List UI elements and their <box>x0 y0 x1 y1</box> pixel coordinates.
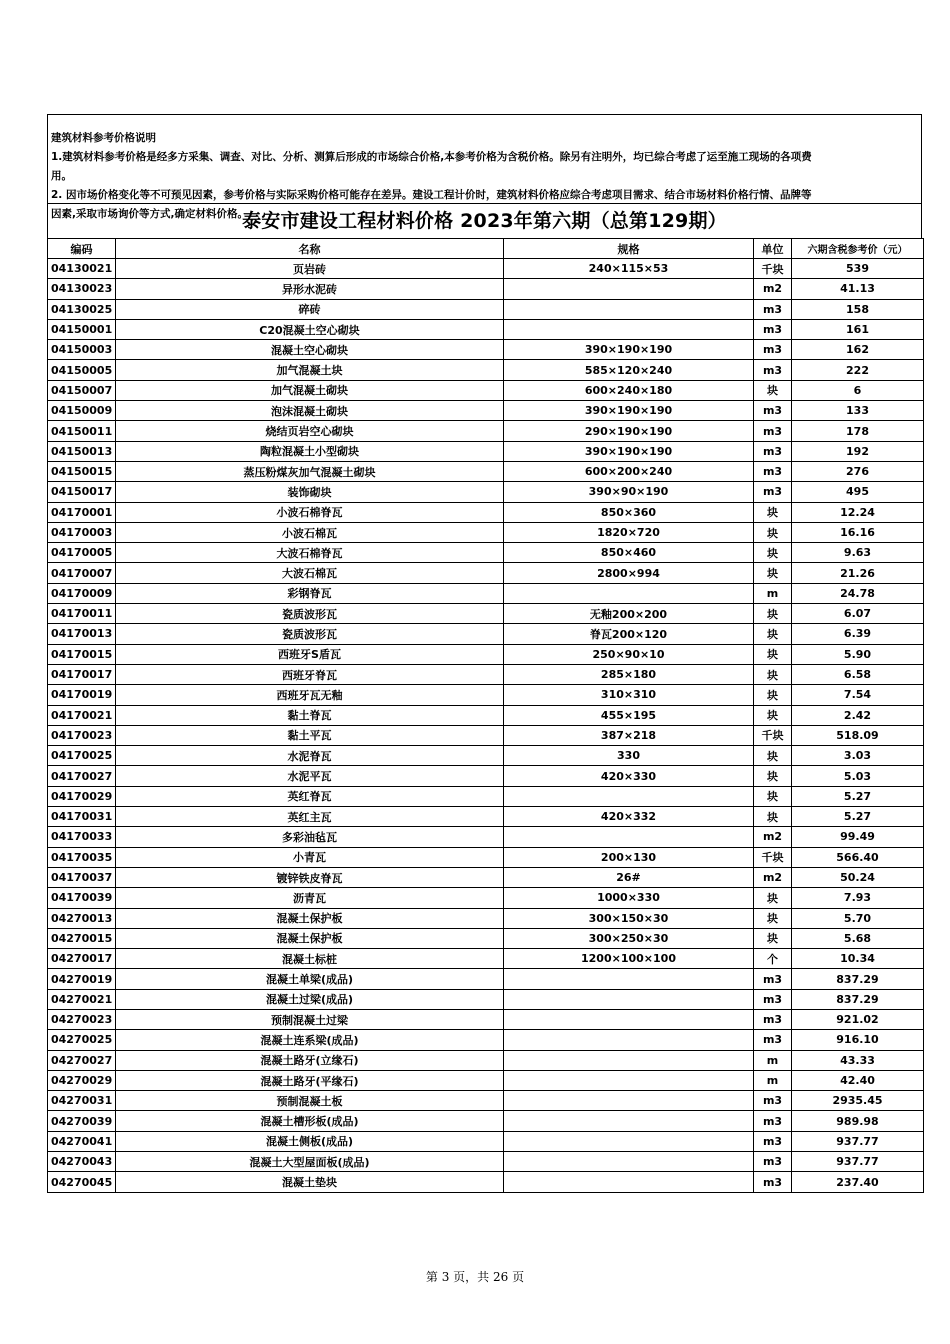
cell-unit: 块 <box>754 380 792 400</box>
cell-code: 04270017 <box>48 949 116 969</box>
cell-unit: 块 <box>754 766 792 786</box>
cell-code: 04270043 <box>48 1152 116 1172</box>
cell-price: 5.03 <box>792 766 924 786</box>
cell-unit: 块 <box>754 563 792 583</box>
cell-price: 42.40 <box>792 1070 924 1090</box>
table-row <box>48 319 924 339</box>
cell-spec: 600×240×180 <box>504 380 754 400</box>
cell-spec: 1200×100×100 <box>504 949 754 969</box>
table-row <box>48 583 924 603</box>
table-row <box>48 299 924 319</box>
table-row <box>48 380 924 400</box>
cell-name: 混凝土垫块 <box>116 1172 504 1192</box>
cell-unit: m3 <box>754 299 792 319</box>
cell-price: 921.02 <box>792 1009 924 1029</box>
cell-spec: 387×218 <box>504 725 754 745</box>
table-row <box>48 1152 924 1172</box>
cell-price: 837.29 <box>792 989 924 1009</box>
cell-code: 04270021 <box>48 989 116 1009</box>
cell-code: 04170019 <box>48 685 116 705</box>
cell-code: 04270029 <box>48 1070 116 1090</box>
table-row <box>48 685 924 705</box>
cell-unit: m <box>754 1070 792 1090</box>
cell-name: 装饰砌块 <box>116 482 504 502</box>
table-row <box>48 867 924 887</box>
cell-name: 水泥脊瓦 <box>116 746 504 766</box>
cell-spec: 390×190×190 <box>504 401 754 421</box>
cell-price: 21.26 <box>792 563 924 583</box>
cell-unit: 块 <box>754 624 792 644</box>
cell-name: 烧结页岩空心砌块 <box>116 421 504 441</box>
cell-name: 混凝土路牙(平缘石) <box>116 1070 504 1090</box>
table-row <box>48 928 924 948</box>
cell-name: 加气混凝土砌块 <box>116 380 504 400</box>
cell-unit: 块 <box>754 746 792 766</box>
table-row <box>48 969 924 989</box>
cell-code: 04130023 <box>48 279 116 299</box>
table-row <box>48 766 924 786</box>
cell-unit: m <box>754 1050 792 1070</box>
table-row <box>48 604 924 624</box>
cell-unit: 块 <box>754 908 792 928</box>
cell-name: 小波石棉瓦 <box>116 522 504 542</box>
table-row <box>48 543 924 563</box>
cell-spec <box>504 786 754 806</box>
cell-name: 陶粒混凝土小型砌块 <box>116 441 504 461</box>
cell-price: 2935.45 <box>792 1091 924 1111</box>
cell-unit: 个 <box>754 949 792 969</box>
cell-price: 16.16 <box>792 522 924 542</box>
cell-unit: m3 <box>754 441 792 461</box>
cell-code: 04270015 <box>48 928 116 948</box>
cell-spec <box>504 1050 754 1070</box>
cell-name: 大波石棉瓦 <box>116 563 504 583</box>
cell-name: 混凝土大型屋面板(成品) <box>116 1152 504 1172</box>
cell-price: 5.70 <box>792 908 924 928</box>
cell-unit: 块 <box>754 604 792 624</box>
cell-name: 多彩油毡瓦 <box>116 827 504 847</box>
cell-name: 碎砖 <box>116 299 504 319</box>
cell-code: 04170033 <box>48 827 116 847</box>
cell-spec: 455×195 <box>504 705 754 725</box>
cell-unit: m3 <box>754 401 792 421</box>
cell-code: 04170025 <box>48 746 116 766</box>
header-name: 名称 <box>116 239 504 259</box>
cell-price: 5.90 <box>792 644 924 664</box>
cell-name: 沥青瓦 <box>116 888 504 908</box>
cell-name: 瓷质波形瓦 <box>116 604 504 624</box>
cell-code: 04270019 <box>48 969 116 989</box>
cell-unit: m3 <box>754 969 792 989</box>
table-row <box>48 644 924 664</box>
table-row <box>48 807 924 827</box>
cell-code: 04170027 <box>48 766 116 786</box>
cell-code: 04170031 <box>48 807 116 827</box>
cell-unit: m3 <box>754 1172 792 1192</box>
cell-spec: 850×360 <box>504 502 754 522</box>
cell-name: 大波石棉脊瓦 <box>116 543 504 563</box>
cell-name: 混凝土过梁(成品) <box>116 989 504 1009</box>
cell-code: 04270039 <box>48 1111 116 1131</box>
cell-code: 04150001 <box>48 319 116 339</box>
table-row <box>48 624 924 644</box>
cell-unit: 块 <box>754 543 792 563</box>
cell-unit: 块 <box>754 807 792 827</box>
table-row <box>48 746 924 766</box>
cell-price: 162 <box>792 340 924 360</box>
cell-name: 黏土脊瓦 <box>116 705 504 725</box>
cell-name: 小波石棉脊瓦 <box>116 502 504 522</box>
cell-spec: 1820×720 <box>504 522 754 542</box>
cell-unit: m3 <box>754 360 792 380</box>
cell-unit: 块 <box>754 502 792 522</box>
cell-price: 50.24 <box>792 867 924 887</box>
cell-price: 5.27 <box>792 807 924 827</box>
cell-code: 04130021 <box>48 259 116 279</box>
cell-name: 水泥平瓦 <box>116 766 504 786</box>
cell-code: 04170007 <box>48 563 116 583</box>
cell-code: 04170035 <box>48 847 116 867</box>
cell-unit: m3 <box>754 319 792 339</box>
cell-code: 04270025 <box>48 1030 116 1050</box>
table-row <box>48 989 924 1009</box>
cell-spec <box>504 969 754 989</box>
cell-code: 04150009 <box>48 401 116 421</box>
cell-name: 混凝土保护板 <box>116 928 504 948</box>
cell-code: 04270031 <box>48 1091 116 1111</box>
cell-spec: 850×460 <box>504 543 754 563</box>
cell-spec: 390×190×190 <box>504 340 754 360</box>
cell-price: 566.40 <box>792 847 924 867</box>
cell-unit: 千块 <box>754 725 792 745</box>
cell-code: 04270041 <box>48 1131 116 1151</box>
table-row <box>48 1030 924 1050</box>
cell-name: 混凝土标桩 <box>116 949 504 969</box>
cell-code: 04170017 <box>48 664 116 684</box>
cell-code: 04170015 <box>48 644 116 664</box>
cell-spec: 600×200×240 <box>504 461 754 481</box>
table-row <box>48 888 924 908</box>
cell-unit: m3 <box>754 1152 792 1172</box>
cell-code: 04170005 <box>48 543 116 563</box>
cell-name: 混凝土单梁(成品) <box>116 969 504 989</box>
cell-spec: 脊瓦200×120 <box>504 624 754 644</box>
cell-code: 04150007 <box>48 380 116 400</box>
notes-section <box>47 114 922 220</box>
cell-spec <box>504 1111 754 1131</box>
cell-price: 6 <box>792 380 924 400</box>
cell-code: 04270023 <box>48 1009 116 1029</box>
table-row <box>48 360 924 380</box>
cell-price: 937.77 <box>792 1131 924 1151</box>
cell-price: 158 <box>792 299 924 319</box>
cell-spec: 26# <box>504 867 754 887</box>
cell-price: 2.42 <box>792 705 924 725</box>
cell-price: 6.39 <box>792 624 924 644</box>
cell-unit: 块 <box>754 685 792 705</box>
cell-unit: m3 <box>754 1131 792 1151</box>
notes-line-2a: 2. 因市场价格变化等不可预见因素，参考价格与实际采购价格可能存在差异。建设工程计价时，建筑材料价格应综合考虑项目需求、结合市场材料价格行情、品牌等 <box>51 189 812 201</box>
cell-spec: 390×190×190 <box>504 441 754 461</box>
cell-code: 04170003 <box>48 522 116 542</box>
table-row <box>48 1009 924 1029</box>
cell-unit: m <box>754 583 792 603</box>
cell-unit: m3 <box>754 1091 792 1111</box>
notes-heading: 建筑材料参考价格说明 <box>51 132 156 144</box>
cell-spec: 250×90×10 <box>504 644 754 664</box>
cell-unit: m3 <box>754 482 792 502</box>
cell-code: 04150005 <box>48 360 116 380</box>
cell-code: 04150011 <box>48 421 116 441</box>
cell-name: 瓷质波形瓦 <box>116 624 504 644</box>
table-row <box>48 1131 924 1151</box>
cell-spec <box>504 1091 754 1111</box>
cell-code: 04150013 <box>48 441 116 461</box>
cell-name: 蒸压粉煤灰加气混凝土砌块 <box>116 461 504 481</box>
notes-line-1a: 1.建筑材料参考价格是经多方采集、调查、对比、分析、测算后形成的市场综合价格,本参考价格为含税价格。除另有注明外，均已综合考虑了运至施工现场的各项费 <box>51 151 812 163</box>
cell-price: 41.13 <box>792 279 924 299</box>
table-row <box>48 1111 924 1131</box>
cell-spec: 285×180 <box>504 664 754 684</box>
table-row <box>48 827 924 847</box>
table-row <box>48 664 924 684</box>
header-price: 六期含税参考价（元） <box>792 239 924 259</box>
notes-line-2b: 因素,采取市场询价等方式,确定材料价格。 <box>51 208 248 220</box>
cell-price: 24.78 <box>792 583 924 603</box>
cell-code: 04130025 <box>48 299 116 319</box>
cell-code: 04170039 <box>48 888 116 908</box>
table-row <box>48 401 924 421</box>
cell-price: 161 <box>792 319 924 339</box>
price-sheet <box>47 114 922 1193</box>
cell-name: 英红脊瓦 <box>116 786 504 806</box>
table-row <box>48 949 924 969</box>
cell-price: 192 <box>792 441 924 461</box>
cell-price: 937.77 <box>792 1152 924 1172</box>
cell-unit: m3 <box>754 1111 792 1131</box>
cell-price: 989.98 <box>792 1111 924 1131</box>
cell-name: 镀锌铁皮脊瓦 <box>116 867 504 887</box>
cell-unit: 块 <box>754 888 792 908</box>
cell-spec: 2800×994 <box>504 563 754 583</box>
cell-code: 04170009 <box>48 583 116 603</box>
price-table <box>47 238 924 1193</box>
cell-name: 混凝土路牙(立缘石) <box>116 1050 504 1070</box>
cell-price: 5.27 <box>792 786 924 806</box>
cell-code: 04170029 <box>48 786 116 806</box>
cell-name: 混凝土空心砌块 <box>116 340 504 360</box>
cell-spec <box>504 1172 754 1192</box>
cell-spec: 420×330 <box>504 766 754 786</box>
cell-price: 237.40 <box>792 1172 924 1192</box>
cell-unit: 千块 <box>754 259 792 279</box>
cell-spec: 200×130 <box>504 847 754 867</box>
cell-name: 预制混凝土过梁 <box>116 1009 504 1029</box>
cell-price: 12.24 <box>792 502 924 522</box>
table-row <box>48 908 924 928</box>
cell-spec <box>504 1152 754 1172</box>
table-row <box>48 725 924 745</box>
cell-code: 04170021 <box>48 705 116 725</box>
table-row <box>48 502 924 522</box>
table-row <box>48 1070 924 1090</box>
cell-name: 预制混凝土板 <box>116 1091 504 1111</box>
cell-spec: 390×90×190 <box>504 482 754 502</box>
table-row <box>48 1050 924 1070</box>
cell-code: 04270027 <box>48 1050 116 1070</box>
table-row <box>48 482 924 502</box>
table-row <box>48 847 924 867</box>
cell-name: 英红主瓦 <box>116 807 504 827</box>
cell-price: 222 <box>792 360 924 380</box>
cell-price: 10.34 <box>792 949 924 969</box>
cell-unit: 块 <box>754 928 792 948</box>
cell-name: 混凝土保护板 <box>116 908 504 928</box>
header-code: 编码 <box>48 239 116 259</box>
cell-spec: 290×190×190 <box>504 421 754 441</box>
cell-unit: m3 <box>754 1009 792 1029</box>
cell-unit: m3 <box>754 461 792 481</box>
cell-spec: 无釉200×200 <box>504 604 754 624</box>
cell-name: 异形水泥砖 <box>116 279 504 299</box>
cell-price: 276 <box>792 461 924 481</box>
cell-price: 518.09 <box>792 725 924 745</box>
cell-name: 泡沫混凝土砌块 <box>116 401 504 421</box>
cell-name: 西班牙脊瓦 <box>116 664 504 684</box>
cell-unit: 块 <box>754 644 792 664</box>
cell-name: 混凝土槽形板(成品) <box>116 1111 504 1131</box>
cell-price: 5.68 <box>792 928 924 948</box>
cell-spec: 300×250×30 <box>504 928 754 948</box>
cell-spec <box>504 1131 754 1151</box>
cell-price: 837.29 <box>792 969 924 989</box>
cell-spec <box>504 1030 754 1050</box>
cell-code: 04170001 <box>48 502 116 522</box>
cell-name: 西班牙瓦无釉 <box>116 685 504 705</box>
header-unit: 单位 <box>754 239 792 259</box>
cell-unit: 块 <box>754 705 792 725</box>
table-row <box>48 340 924 360</box>
cell-price: 178 <box>792 421 924 441</box>
table-row <box>48 786 924 806</box>
cell-spec: 420×332 <box>504 807 754 827</box>
table-row <box>48 1091 924 1111</box>
table-row <box>48 563 924 583</box>
cell-spec: 240×115×53 <box>504 259 754 279</box>
cell-name: 加气混凝土块 <box>116 360 504 380</box>
cell-code: 04170013 <box>48 624 116 644</box>
cell-name: 西班牙S盾瓦 <box>116 644 504 664</box>
cell-spec <box>504 1070 754 1090</box>
cell-name: 页岩砖 <box>116 259 504 279</box>
cell-code: 04170023 <box>48 725 116 745</box>
cell-price: 7.54 <box>792 685 924 705</box>
table-row <box>48 461 924 481</box>
cell-spec <box>504 1009 754 1029</box>
cell-price: 6.58 <box>792 664 924 684</box>
cell-code: 04270045 <box>48 1172 116 1192</box>
cell-spec <box>504 827 754 847</box>
header-spec: 规格 <box>504 239 754 259</box>
cell-name: 混凝土连系梁(成品) <box>116 1030 504 1050</box>
cell-spec <box>504 319 754 339</box>
cell-code: 04150015 <box>48 461 116 481</box>
table-row <box>48 279 924 299</box>
cell-spec: 330 <box>504 746 754 766</box>
cell-spec <box>504 299 754 319</box>
cell-name: 混凝土侧板(成品) <box>116 1131 504 1151</box>
table-row <box>48 522 924 542</box>
table-header-row <box>48 239 924 259</box>
cell-unit: m2 <box>754 827 792 847</box>
cell-code: 04270013 <box>48 908 116 928</box>
cell-price: 133 <box>792 401 924 421</box>
cell-unit: m3 <box>754 421 792 441</box>
cell-name: 小青瓦 <box>116 847 504 867</box>
cell-name: 彩钢脊瓦 <box>116 583 504 603</box>
cell-code: 04170037 <box>48 867 116 887</box>
cell-price: 916.10 <box>792 1030 924 1050</box>
cell-price: 7.93 <box>792 888 924 908</box>
cell-code: 04150003 <box>48 340 116 360</box>
cell-price: 539 <box>792 259 924 279</box>
cell-price: 3.03 <box>792 746 924 766</box>
cell-name: C20混凝土空心砌块 <box>116 319 504 339</box>
cell-name: 黏土平瓦 <box>116 725 504 745</box>
cell-unit: 块 <box>754 522 792 542</box>
table-row <box>48 705 924 725</box>
cell-unit: m2 <box>754 867 792 887</box>
page-footer: 第 3 页，共 26 页 <box>425 1270 525 1284</box>
table-row <box>48 441 924 461</box>
cell-spec: 300×150×30 <box>504 908 754 928</box>
table-row <box>48 1172 924 1192</box>
table-row <box>48 421 924 441</box>
cell-price: 43.33 <box>792 1050 924 1070</box>
cell-spec: 585×120×240 <box>504 360 754 380</box>
table-row <box>48 259 924 279</box>
cell-code: 04170011 <box>48 604 116 624</box>
notes-line-1b: 用。 <box>51 170 72 182</box>
cell-price: 6.07 <box>792 604 924 624</box>
cell-unit: m3 <box>754 340 792 360</box>
cell-price: 495 <box>792 482 924 502</box>
cell-unit: m2 <box>754 279 792 299</box>
cell-price: 9.63 <box>792 543 924 563</box>
cell-spec: 310×310 <box>504 685 754 705</box>
page-title: 泰安市建设工程材料价格 2023年第六期（总第129期） <box>47 203 922 238</box>
cell-spec <box>504 583 754 603</box>
cell-unit: 块 <box>754 786 792 806</box>
cell-unit: m3 <box>754 989 792 1009</box>
cell-spec <box>504 989 754 1009</box>
cell-unit: 千块 <box>754 847 792 867</box>
table-body <box>48 259 924 1193</box>
cell-unit: m3 <box>754 1030 792 1050</box>
cell-price: 99.49 <box>792 827 924 847</box>
cell-code: 04150017 <box>48 482 116 502</box>
cell-spec <box>504 279 754 299</box>
cell-unit: 块 <box>754 664 792 684</box>
cell-spec: 1000×330 <box>504 888 754 908</box>
